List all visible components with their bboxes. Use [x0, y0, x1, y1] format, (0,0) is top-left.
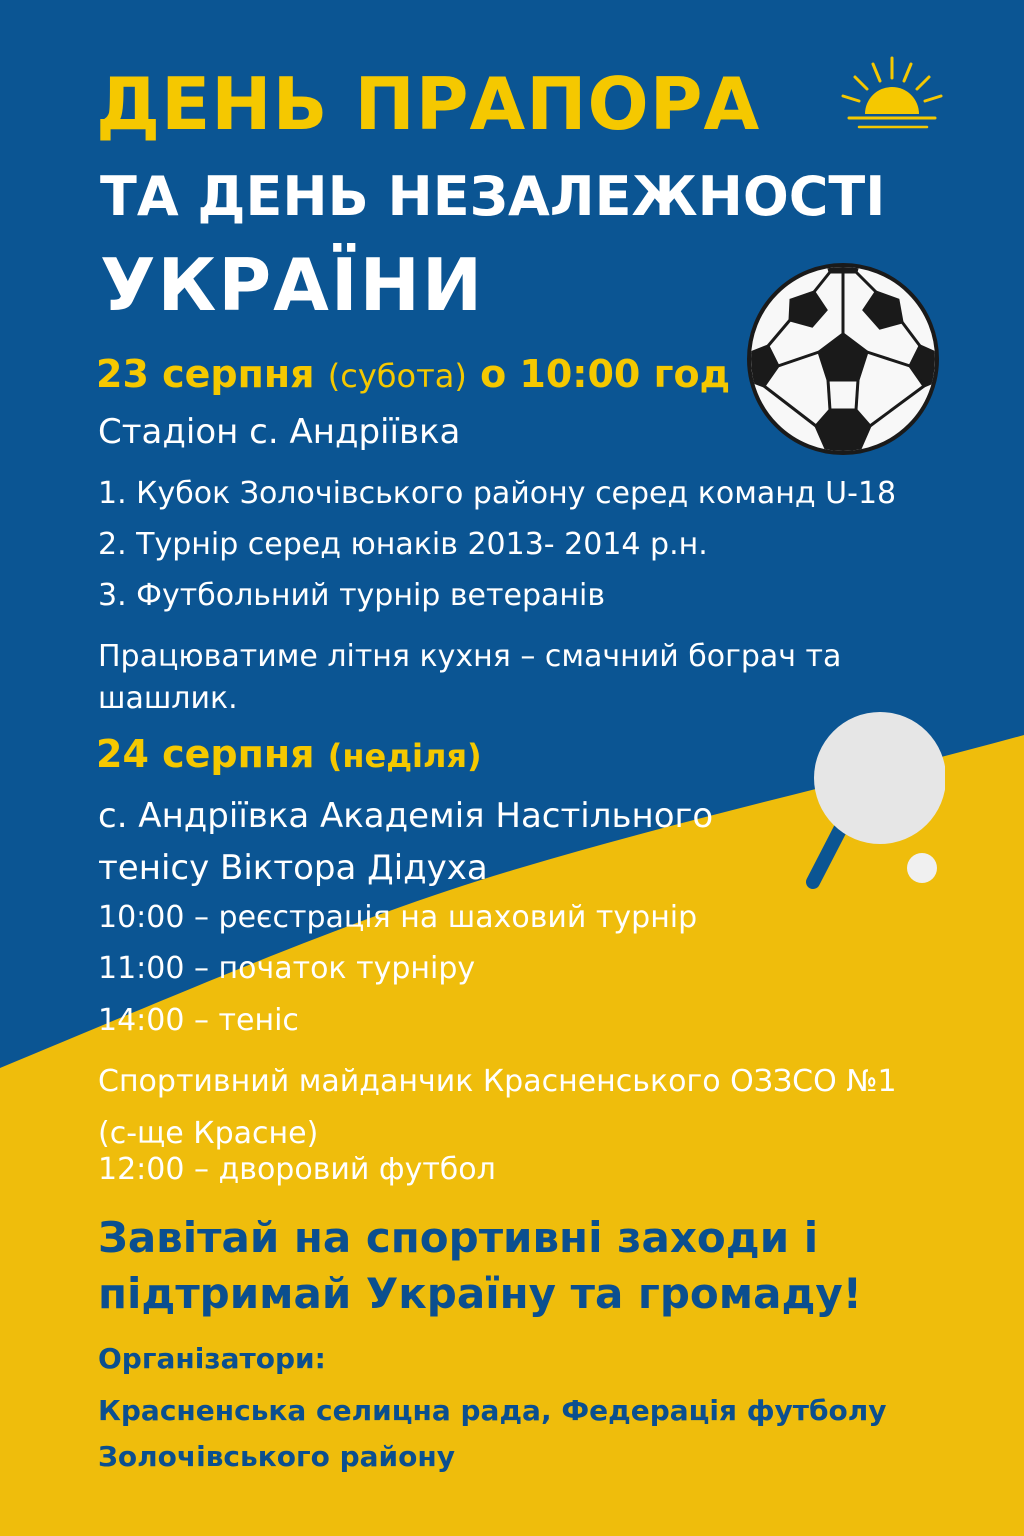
day2-weekday: (неділя) [327, 737, 482, 775]
day2-ground-event: 12:00 – дворовий футбол [98, 1152, 496, 1187]
day1-event-3: 3. Футбольний турнір ветеранів [98, 578, 605, 613]
day2-date: 24 серпня [96, 732, 315, 776]
day2-ground-venue: Спортивний майданчик Красненського ОЗЗСО №1 (с-ще Красне) [98, 1064, 897, 1151]
day2-venue: с. Андріївка Академія Настільного тенісу Віктора Дідуха [98, 796, 714, 888]
title-line-1: ДЕНЬ ПРАПОРА [96, 62, 761, 146]
ping-pong-ball-icon [906, 852, 938, 884]
title-line-3: УКРАЇНИ [100, 243, 485, 327]
day1-event-1: 1. Кубок Золочівського району серед команд U-18 [98, 476, 897, 511]
soccer-ball-icon [746, 262, 940, 456]
day1-kitchen-note: Працюватиме літня кухня – смачний бограч та шашлик. [98, 639, 842, 716]
day1-date: 23 серпня [96, 352, 315, 396]
day1-time: о 10:00 год [480, 352, 731, 396]
sun-icon [835, 52, 950, 134]
day1-event-2: 2. Турнір серед юнаків 2013- 2014 р.н. [98, 527, 708, 562]
day1-date-line [96, 352, 730, 396]
day2-date-line [96, 732, 482, 776]
day1-venue: Стадіон с. Андріївка [98, 412, 461, 452]
day2-schedule-1: 10:00 – реєстрація на шаховий турнір [98, 900, 698, 935]
organizers-heading: Організатори: [98, 1342, 326, 1375]
call-to-action: Завітай на спортивні заходи і підтримай Україну та громаду! [98, 1213, 862, 1318]
title-line-2: ТА ДЕНЬ НЕЗАЛЕЖНОСТІ [100, 165, 886, 228]
organizers-names: Красненська селицна рада, Федерація футболу Золочівського району [98, 1394, 887, 1473]
day1-weekday: (субота) [327, 357, 467, 395]
day2-schedule-3: 14:00 – теніс [98, 1003, 299, 1038]
day2-schedule-2: 11:00 – початок турніру [98, 951, 476, 986]
